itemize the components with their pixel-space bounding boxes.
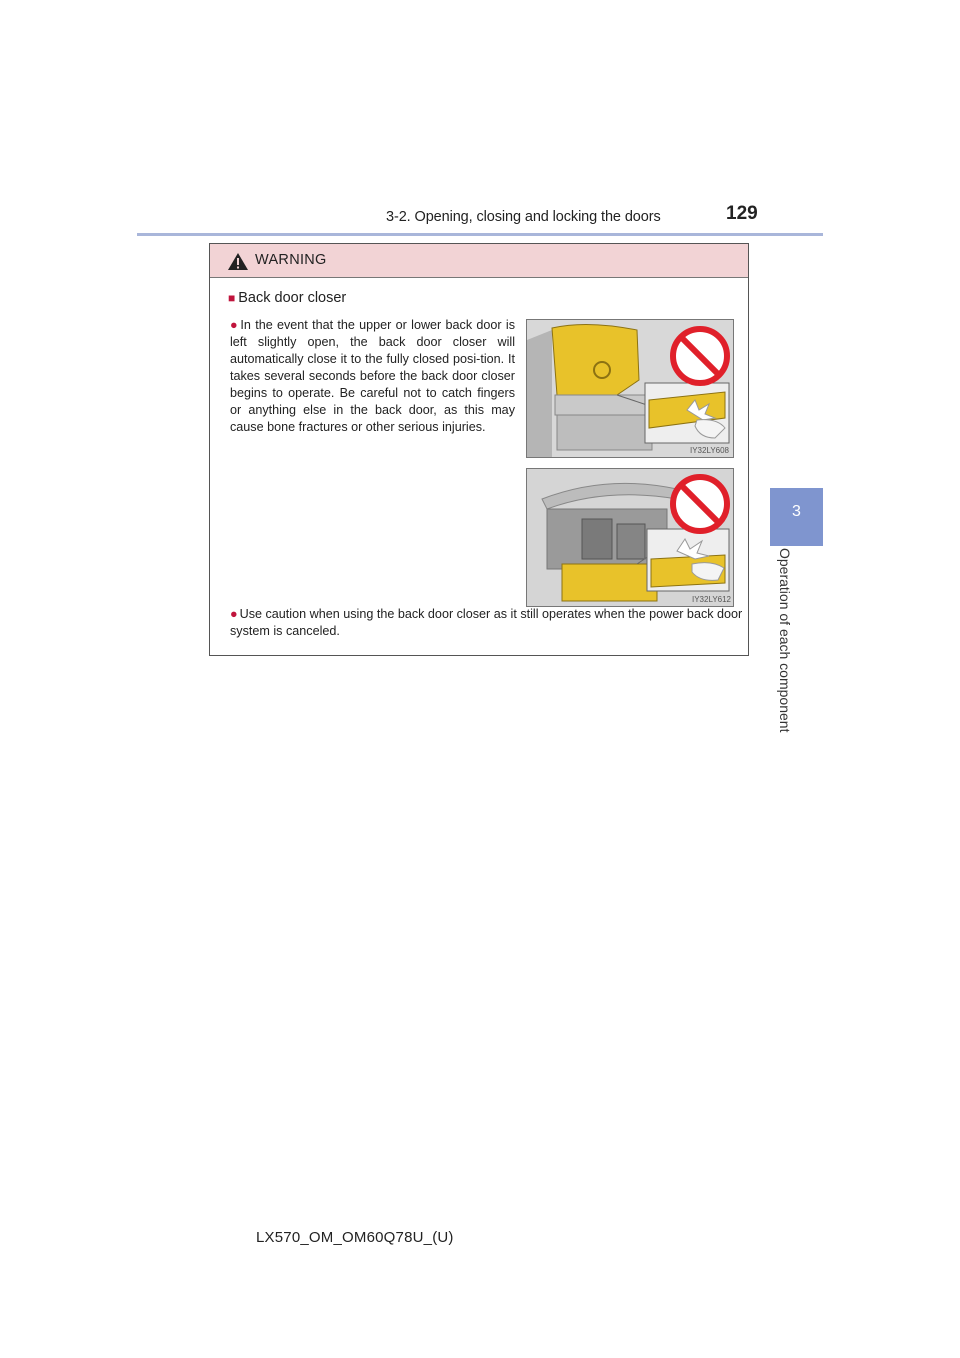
bullet-2-text: Use caution when using the back door closer as it still operates when the power back door system is canceled. [230,607,743,638]
chapter-label: Operation of each component [777,548,793,733]
warning-box [209,243,749,656]
chapter-tab [770,488,823,546]
heading-square-icon: ■ [228,291,236,305]
footer-code: LX570_OM_OM60Q78U_(U) [256,1229,454,1246]
illustration-2-code: IY32LY612 [692,595,731,604]
illustration-back-door-closer-2 [526,468,734,607]
warning-bullet-2 [230,606,745,640]
warning-bullet-1 [230,317,515,436]
bullet-dot-icon: ● [230,318,239,332]
page-number: 129 [726,203,758,224]
warning-header [210,244,748,278]
illustration-1-code: IY32LY608 [690,446,729,455]
section-title: 3-2. Opening, closing and locking the doors [386,209,661,225]
warning-heading-text: Back door closer [238,290,347,306]
illustration-back-door-closer-1 [526,319,734,458]
chapter-number: 3 [792,503,801,520]
warning-title: WARNING [255,252,327,268]
warning-triangle-icon [227,252,249,271]
header-rule [137,233,823,236]
warning-heading [228,290,346,306]
car-open-tailgate-illustration [527,469,733,606]
bullet-dot-icon: ● [230,607,238,621]
bullet-1-text: In the event that the upper or lower back door is left slightly open, the back door closer will automatically close it to the fully closed posi-tion. It takes several seconds before the back door closer begins to operate. Be careful not to catch fingers or anything else in the back door, as this may cause bone fractures or other serious injuries. [230,318,516,434]
car-rear-illustration [527,320,733,457]
